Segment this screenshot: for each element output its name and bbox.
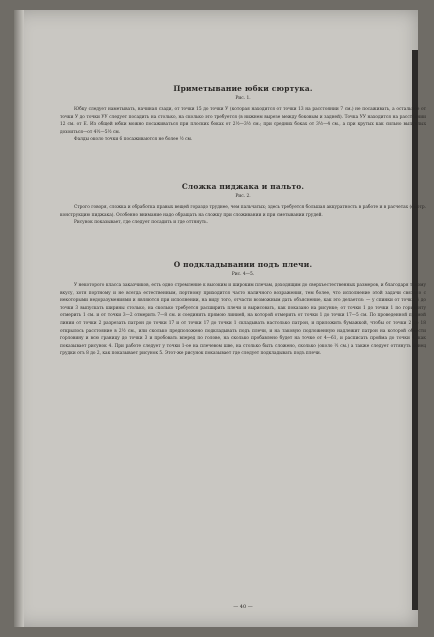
figure-caption: Рис. 1. (235, 96, 251, 101)
section-title: О подкладывании подъ плечи. (173, 260, 313, 269)
paragraph: У некоторого класса заказчиков, есть одно стремление к высоким и широким плечам, доходящим до сверхъестественных размеров, и благодаря такому вкусу, хотя портному и не всегда естественным, портному приходится часто наличного возражения, тем более, что исполнение этой задачи связано с некоторыми недоразумениями и являются при исполнении, на виду того, отчасти возможным дать объяснение, как это делается: — у спинки от точки 4 до точки 3 выпускать ширины столько, на сколько требуется расширить плечи и вырисовать, как показано на рисунке; от точки 1 до точки 1 по горизонту отмерить 1 см. и от точки 3—2 отмерить 7—8 см. и соединить прямою линией, на которой отмерить от точки 1 до точки 17—5 см. По проведенной прямой линии от точки 2 разрезать патрон до точки 17 и от точки 17 до точки 1 складывать настолько патрон, и приложить бумажкой, чтобы от точки 2 до 18 открылось расстояние в 2½ см., или сколько предположено подкладывать подъ плечи, и на таковую подложенную надлежит патрон на которой обвести горловину и всю границу до точки 3 и пробовать вперед по голове, на сколько пробавлено будет на точке от 4—61, и расписать пройма до точки 4, как показывает рисунок 4. При работе следует у точки 1-ое на плечевом шве, на столько быть сложено, сколько (около ½ см.) а также следует оттянуть конец грудки отъ 8 до 2, как показывает рисунок 5. Этот-же рисунок показывает где следует подкладывать подъ плечи. (60, 283, 426, 357)
page-number: — 40 — (233, 604, 253, 610)
paragraph: Юбку следует наметывать, начиная сзади, от точки 15 до точки У (которая находится от точки 13 на расстоянии 7 см.) не посаживать, а остальное от точки У до точки УУ следует посадить на столько, на сколько это требуется (в нижнем вырезе между боковым и задней). Точка УУ находится на расстоянии 12 см. от Е. Из общей юбки можно посаживаться при плоских боках от 2½—3½ см.; при средних боках от 3½—4 см., а при крутых как сильно выпуклых дохоиться—от 4½—5½ см. (60, 107, 426, 135)
section-shoulder-padding (60, 260, 426, 358)
section-jacket-assembly (60, 182, 426, 227)
binding-spine (14, 10, 24, 627)
paragraph: Фалды около точки 6 посаживаются не более ½ см. (74, 137, 193, 143)
figure-caption: Рис. 2. (235, 194, 251, 199)
figure-caption: Рис. 4—5. (231, 272, 255, 277)
section-skirt-basting (60, 84, 426, 144)
section-title: Сложка пиджака и пальто. (181, 182, 305, 191)
paragraph: Строго говоря, сложка и обработка правых вещей гораздо труднее, чем пальчатых; здесь требуется большая аккуратность в работе и в расчетах (смотр. конструкцию пиджака). Особенно внимание надо обращать на сложку при сложивании и при сметывании грудей. (60, 205, 426, 218)
section-title: Приметывание юбки сюртука. (173, 84, 313, 93)
paragraph: Рисунок показывает, где следует посадить и где оттянуть. (74, 220, 208, 226)
page-sheet (14, 10, 426, 627)
